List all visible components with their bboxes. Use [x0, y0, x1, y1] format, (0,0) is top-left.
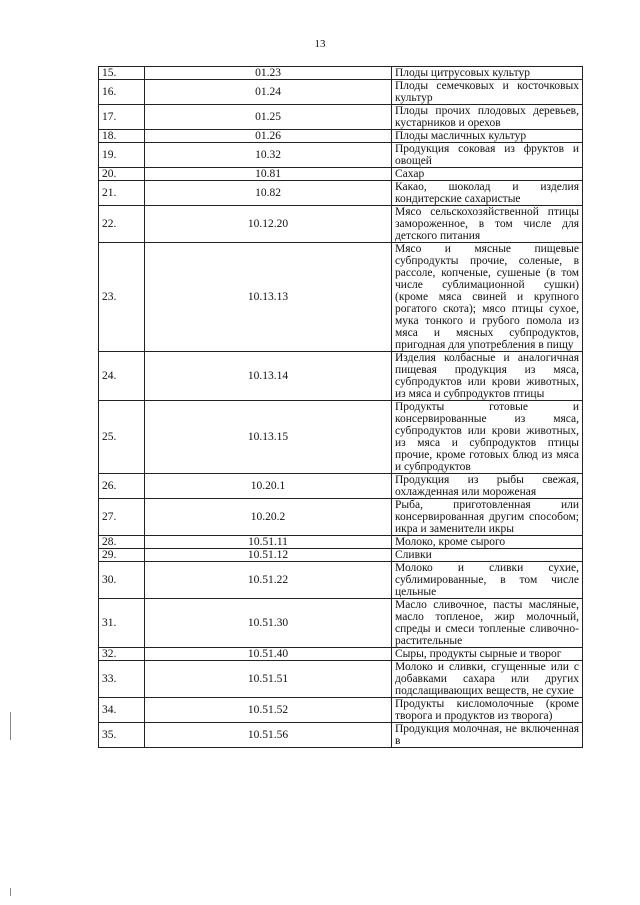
- row-number: 17.: [99, 105, 145, 130]
- okpd-code: 10.20.1: [145, 474, 392, 499]
- row-number: 21.: [99, 181, 145, 206]
- row-number: 30.: [99, 562, 145, 599]
- okpd-code: 10.51.51: [145, 661, 392, 698]
- row-number: 19.: [99, 143, 145, 168]
- okpd-code: 10.20.2: [145, 499, 392, 536]
- table-row: [99, 599, 583, 648]
- okpd-code: 01.25: [145, 105, 392, 130]
- okpd-code: 10.32: [145, 143, 392, 168]
- okpd-code: 01.23: [145, 67, 392, 80]
- okpd-code: 10.81: [145, 168, 392, 181]
- product-name: Сливки: [392, 549, 583, 562]
- product-name: Плоды прочих плодовых деревьев, кустарников и орехов: [392, 105, 583, 130]
- row-number: 22.: [99, 206, 145, 243]
- row-number: 24.: [99, 352, 145, 401]
- table-row: [99, 105, 583, 130]
- table-row: [99, 130, 583, 143]
- row-number: 29.: [99, 549, 145, 562]
- okpd-code: 10.51.52: [145, 698, 392, 723]
- okpd-code: 10.51.11: [145, 536, 392, 549]
- product-name: Продукты готовые и консервированные из мяса, субпродуктов или крови животных, из мяса и субпродуктов птицы прочие, кроме готовых блюд из мяса и субпродуктов: [392, 401, 583, 474]
- okpd-code: 10.51.12: [145, 549, 392, 562]
- table-row: [99, 168, 583, 181]
- okpd-code: 10.13.14: [145, 352, 392, 401]
- page-number: 13: [314, 38, 326, 50]
- product-name: Плоды масличных культур: [392, 130, 583, 143]
- table-row: [99, 648, 583, 661]
- row-number: 28.: [99, 536, 145, 549]
- product-name: Изделия колбасные и аналогичная пищевая продукция из мяса, субпродуктов или крови животных, из мяса и субпродуктов птицы: [392, 352, 583, 401]
- table-row: [99, 401, 583, 474]
- row-number: 32.: [99, 648, 145, 661]
- okpd-code: 10.13.15: [145, 401, 392, 474]
- table-row: [99, 536, 583, 549]
- product-name: Плоды цитрусовых культур: [392, 67, 583, 80]
- table-row: [99, 499, 583, 536]
- product-name: Мясо и мясные пищевые субпродукты прочие, соленые, в рассоле, копченые, сушеные (в том числе сублимационной сушки) (кроме мяса свиней и крупного рогатого скота); мясо птицы сухое, мука тонкого и грубого помола из мяса и мясных субпродуктов, пригодная для употребления в пищу: [392, 243, 583, 352]
- row-number: 23.: [99, 243, 145, 352]
- product-name: Продукция молочная, не включенная в: [392, 723, 583, 748]
- row-number: 26.: [99, 474, 145, 499]
- okpd-code: 10.51.40: [145, 648, 392, 661]
- row-number: 33.: [99, 661, 145, 698]
- product-name: Масло сливочное, пасты масляные, масло топленое, жир молочный, спреды и смеси топленые сливочно-растительные: [392, 599, 583, 648]
- table-row: [99, 698, 583, 723]
- product-name: Рыба, приготовленная или консервированная другим способом; икра и заменители икры: [392, 499, 583, 536]
- okpd-code: 01.26: [145, 130, 392, 143]
- table-row: [99, 80, 583, 105]
- okpd-code: 10.51.30: [145, 599, 392, 648]
- product-name: Молоко и сливки сухие, сублимированные, в том числе цельные: [392, 562, 583, 599]
- okpd-code: 10.13.13: [145, 243, 392, 352]
- product-name: Какао, шоколад и изделия кондитерские сахаристые: [392, 181, 583, 206]
- products-table: [98, 66, 583, 748]
- okpd-code: 10.82: [145, 181, 392, 206]
- table-row: [99, 723, 583, 748]
- margin-mark: [10, 888, 11, 896]
- row-number: 27.: [99, 499, 145, 536]
- row-number: 18.: [99, 130, 145, 143]
- table-row: [99, 181, 583, 206]
- product-name: Продукция соковая из фруктов и овощей: [392, 143, 583, 168]
- table-row: [99, 352, 583, 401]
- table-row: [99, 474, 583, 499]
- product-name: Молоко и сливки, сгущенные или с добавками сахара или других подслащивающих веществ, не сухие: [392, 661, 583, 698]
- product-name: Мясо сельскохозяйственной птицы замороженное, в том числе для детского питания: [392, 206, 583, 243]
- okpd-code: 10.51.22: [145, 562, 392, 599]
- table-row: [99, 206, 583, 243]
- okpd-code: 10.51.56: [145, 723, 392, 748]
- table-row: [99, 143, 583, 168]
- okpd-code: 10.12.20: [145, 206, 392, 243]
- row-number: 35.: [99, 723, 145, 748]
- product-name: Сахар: [392, 168, 583, 181]
- row-number: 25.: [99, 401, 145, 474]
- product-name: Продукты кисломолочные (кроме творога и продуктов из творога): [392, 698, 583, 723]
- row-number: 16.: [99, 80, 145, 105]
- okpd-code: 01.24: [145, 80, 392, 105]
- row-number: 15.: [99, 67, 145, 80]
- product-name: Сыры, продукты сырные и творог: [392, 648, 583, 661]
- product-name: Плоды семечковых и косточковых культур: [392, 80, 583, 105]
- row-number: 20.: [99, 168, 145, 181]
- row-number: 34.: [99, 698, 145, 723]
- table-body: [99, 67, 583, 748]
- product-name: Продукция из рыбы свежая, охлажденная или мороженая: [392, 474, 583, 499]
- table-row: [99, 562, 583, 599]
- table-row: [99, 243, 583, 352]
- table-row: [99, 661, 583, 698]
- table-row: [99, 67, 583, 80]
- row-number: 31.: [99, 599, 145, 648]
- product-name: Молоко, кроме сырого: [392, 536, 583, 549]
- table-row: [99, 549, 583, 562]
- margin-mark: [10, 712, 11, 740]
